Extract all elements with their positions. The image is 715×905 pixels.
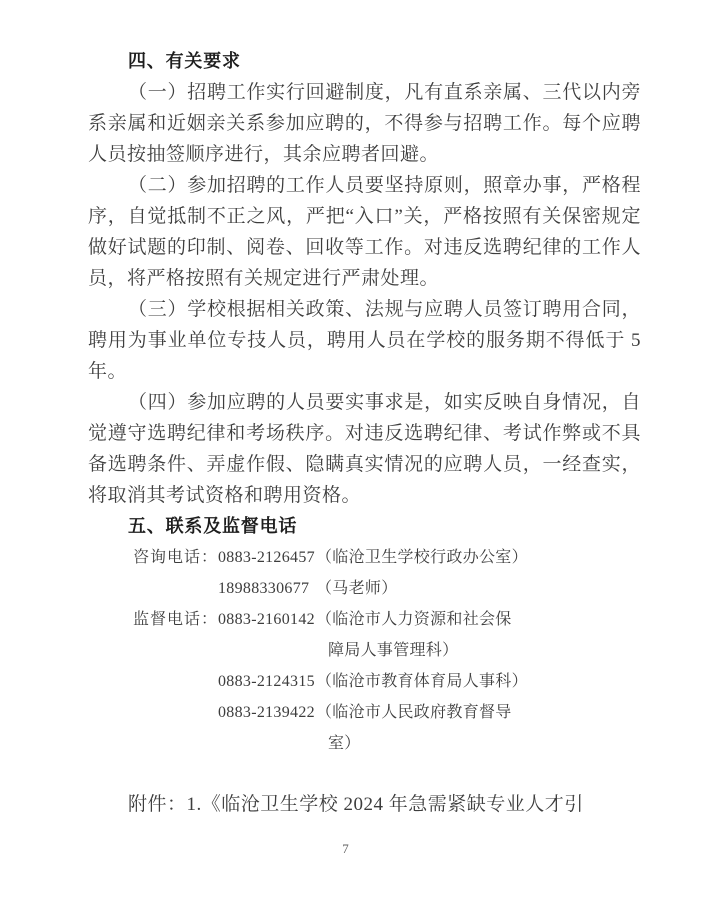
page-number: 7 xyxy=(342,841,349,856)
contact-desc-line-continued: 障局人事管理科） xyxy=(328,642,459,659)
paragraph-1: （一）招聘工作实行回避制度，凡有直系亲属、三代以内旁系亲属和近姻亲关系参加应聘的，不得参与招聘工作。每个应聘人员按抽签顺序进行，其余应聘者回避。 xyxy=(88,82,641,165)
contact-row xyxy=(133,666,641,697)
contact-desc-line: （临沧市教育体育局人事科） xyxy=(316,673,528,690)
paragraph-2: （二）参加招聘的工作人员要坚持原则，照章办事，严格程序，自觉抵制不正之风，严把“入口”关，严格按照有关保密规定做好试题的印制、阅卷、回收等工作。对违反选聘纪律的工作人员，将严格按照有关规定进行严肃处理。 xyxy=(88,175,641,289)
contact-desc-line-continued: 室） xyxy=(328,735,361,752)
contact-row xyxy=(133,542,641,573)
contact-desc-line: （马老师） xyxy=(316,580,398,597)
contact-desc xyxy=(316,666,641,697)
contact-phone: 18988330677 xyxy=(218,580,310,597)
contact-phone: 0883-2124315 xyxy=(218,673,315,690)
contact-list xyxy=(133,542,641,759)
document-content xyxy=(88,46,641,820)
contact-desc xyxy=(316,604,641,666)
attachment-line: 附件：1.《临沧卫生学校 2024 年急需紧缺专业人才引 xyxy=(128,794,584,815)
contact-desc-line: （临沧市人力资源和社会保 xyxy=(316,611,512,628)
contact-label: 监督电话： xyxy=(133,611,219,628)
contact-row xyxy=(133,573,641,604)
contact-desc xyxy=(316,542,641,573)
contact-phone: 0883-2160142 xyxy=(218,611,315,628)
section-heading-contacts: 五、联系及监督电话 xyxy=(128,516,298,536)
paragraph-4: （四）参加应聘的人员要实事求是，如实反映自身情况，自觉遵守选聘纪律和考场秩序。对违反选聘纪律、考试作弊或不具备选聘条件、弄虚作假、隐瞒真实情况的应聘人员，一经查实，将取消其考试资格和聘用资格。 xyxy=(88,392,641,506)
contact-phone: 0883-2126457 xyxy=(218,549,315,566)
section-heading-requirements: 四、有关要求 xyxy=(128,51,241,71)
contact-desc xyxy=(316,697,641,759)
contact-desc xyxy=(316,573,641,604)
contact-label: 咨询电话： xyxy=(133,549,219,566)
paragraph-3: （三）学校根据相关政策、法规与应聘人员签订聘用合同，聘用为事业单位专技人员，聘用人员在学校的服务期不得低于 5 年。 xyxy=(88,299,641,382)
contact-desc-line: （临沧卫生学校行政办公室） xyxy=(316,549,528,566)
contact-row xyxy=(133,604,641,666)
contact-desc-line: （临沧市人民政府教育督导 xyxy=(316,704,512,721)
contact-phone: 0883-2139422 xyxy=(218,704,315,721)
contact-row xyxy=(133,697,641,759)
